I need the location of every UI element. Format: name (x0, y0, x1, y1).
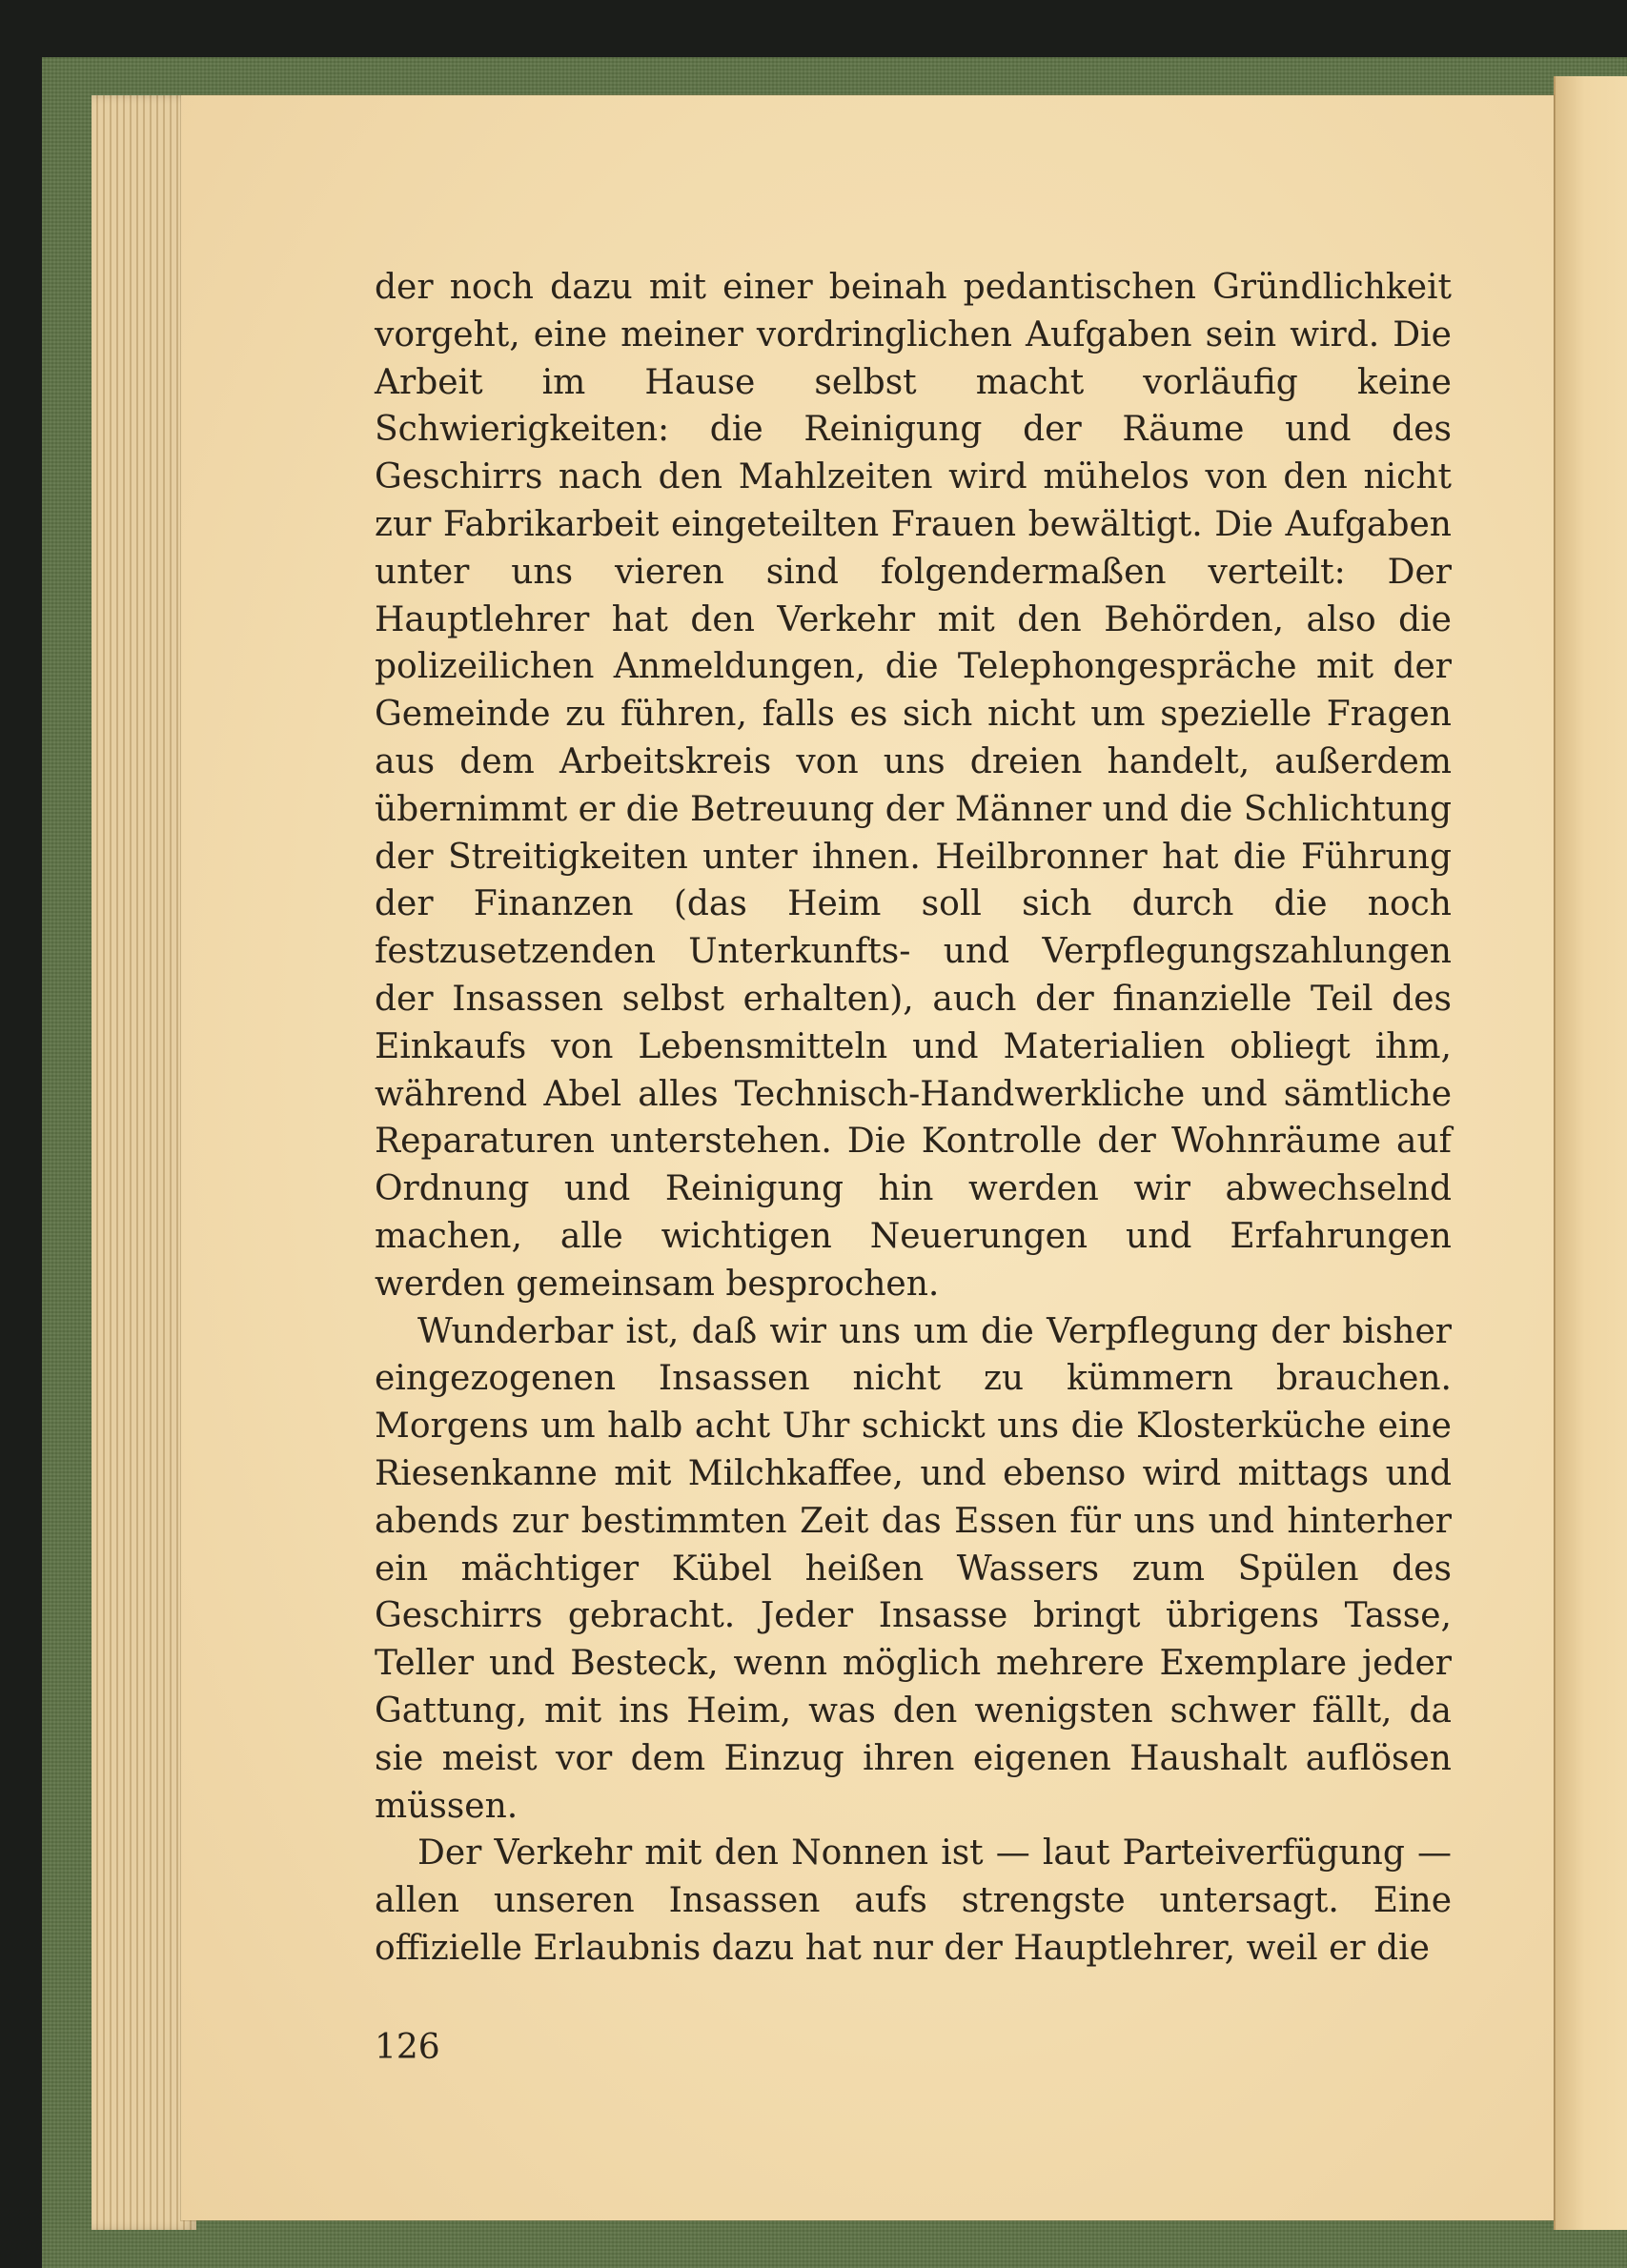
paragraph-1: der noch dazu mit einer beinah pedantischen Gründlichkeit vorgeht, eine meiner vordringlichen Aufgaben sein wird. Die Arbeit im Hause selbst macht vorläufig keine Schwierigkeiten: die Reinigung der Räume und des Geschirrs nach den Mahlzeiten wird mühelos von den nicht zur Fabrikarbeit eingeteilten Frauen bewältigt. Die Aufgaben unter uns vieren sind folgendermaßen verteilt: Der Hauptlehrer hat den Verkehr mit den Behörden, also die polizeilichen Anmeldungen, die Telephongespräche mit der Gemeinde zu führen, falls es sich nicht um spezielle Fragen aus dem Arbeitskreis von uns dreien handelt, außerdem übernimmt er die Betreuung der Männer und die Schlichtung der Streitigkeiten unter ihnen. Heilbronner hat die Führung der Finanzen (das Heim soll sich durch die noch festzusetzenden Unterkunfts- und Verpflegungszahlungen der Insassen selbst erhalten), auch der finanzielle Teil des Einkaufs von Lebensmitteln und Materialien obliegt ihm, während Abel alles Technisch-Handwerkliche und sämtliche Reparaturen unterstehen. Die Kontrolle der Wohnräume auf Ordnung und Reinigung hin werden wir abwechselnd machen, alle wichtigen Neuerungen und Erfahrungen werden gemeinsam besprochen. (375, 268, 1452, 1304)
page-number: 126 (375, 2028, 440, 2067)
paragraph-3: Der Verkehr mit den Nonnen ist — laut Parteiverfügung — allen unseren Insassen aufs strengste untersagt. Eine offizielle Erlaubnis dazu hat nur der Hauptlehrer, weil er die (375, 1833, 1452, 1968)
paragraph-2: Wunderbar ist, daß wir uns um die Verpflegung der bisher eingezogenen Insassen nicht zu kümmern brauchen. Morgens um halb acht Uhr schickt uns die Klosterküche eine Riesenkanne mit Milchkaffee, und ebenso wird mittags und abends zur bestimmten Zeit das Essen für uns und hinterher ein mächtiger Kübel heißen Wassers zum Spülen des Geschirrs gebracht. Jeder Insasse bringt übrigens Tasse, Teller und Besteck, wenn möglich mehrere Exemplare jeder Gattung, mit ins Heim, was den wenigsten schwer fällt, da sie meist vor dem Einzug ihren eigenen Haushalt auflösen müssen. (375, 1311, 1452, 1826)
facing-page-edge (1554, 76, 1627, 2230)
body-text (375, 264, 1452, 1973)
